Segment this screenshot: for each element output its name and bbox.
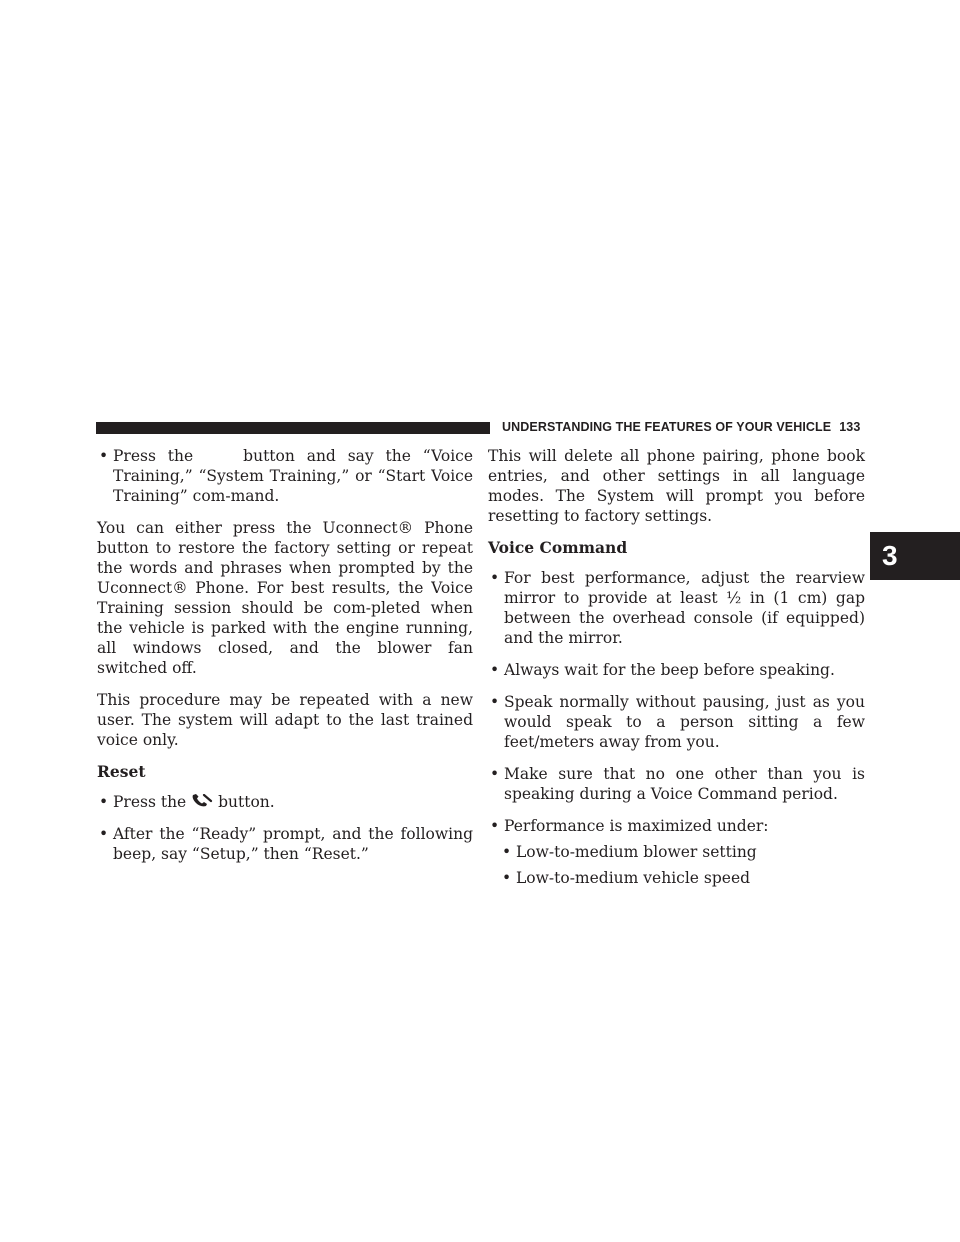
voice-bullet: • Speak normally without pausing, just as you would speak to a person sitting a few feet/meters away from you. bbox=[488, 692, 865, 752]
voice-bullet: • Always wait for the beep before speaking. bbox=[488, 660, 865, 680]
voice-sub-bullet: • Low-to-medium vehicle speed bbox=[500, 868, 865, 888]
bullet-text-suffix: button and say the “Voice Training,” “System Training,” or “Start Voice Training” com-mand. bbox=[113, 447, 474, 505]
running-header bbox=[502, 420, 870, 434]
right-column bbox=[488, 446, 865, 894]
bullet-text-prefix: Press the bbox=[113, 793, 187, 811]
voice-training-bullet bbox=[97, 446, 473, 506]
reset-heading: Reset bbox=[97, 762, 146, 781]
voice-bullet: • Make sure that no one other than you is speaking during a Voice Command period. bbox=[488, 764, 865, 804]
chapter-tab: 3 bbox=[870, 532, 960, 580]
bullet-text-suffix: button. bbox=[218, 793, 275, 811]
reset-bullet-press bbox=[97, 792, 473, 812]
header-title: UNDERSTANDING THE FEATURES OF YOUR VEHICLE bbox=[502, 420, 832, 434]
reset-bullet-setup: • After the “Ready” prompt, and the following beep, say “Setup,” then “Reset.” bbox=[97, 824, 473, 864]
header-rule bbox=[96, 422, 490, 434]
left-column bbox=[97, 446, 473, 876]
voice-command-heading: Voice Command bbox=[488, 538, 628, 557]
voice-bullet: • Performance is maximized under: bbox=[488, 816, 865, 836]
paragraph-repeat: This procedure may be repeated with a new user. The system will adapt to the last trained voice only. bbox=[97, 691, 473, 749]
phone-icon bbox=[191, 794, 213, 808]
voice-sub-bullet: • Low-to-medium blower setting bbox=[500, 842, 865, 862]
page-number: 133 bbox=[839, 420, 861, 434]
voice-bullet: • For best performance, adjust the rearview mirror to provide at least ½ in (1 cm) gap between the overhead console (if equipped) and the mirror. bbox=[488, 568, 865, 648]
paragraph-restore: You can either press the Uconnect® Phone button to restore the factory setting or repeat the words and phrases when prompted by the Uconnect® Phone. For best results, the Voice Training session should be com-pleted when the vehicle is parked with the engine running, all windows closed, and the blower fan switched off. bbox=[97, 519, 473, 677]
paragraph-delete: This will delete all phone pairing, phone book entries, and other settings in all language modes. The System will prompt you before resetting to factory settings. bbox=[488, 447, 865, 525]
bullet-text-prefix: Press the bbox=[113, 447, 194, 465]
